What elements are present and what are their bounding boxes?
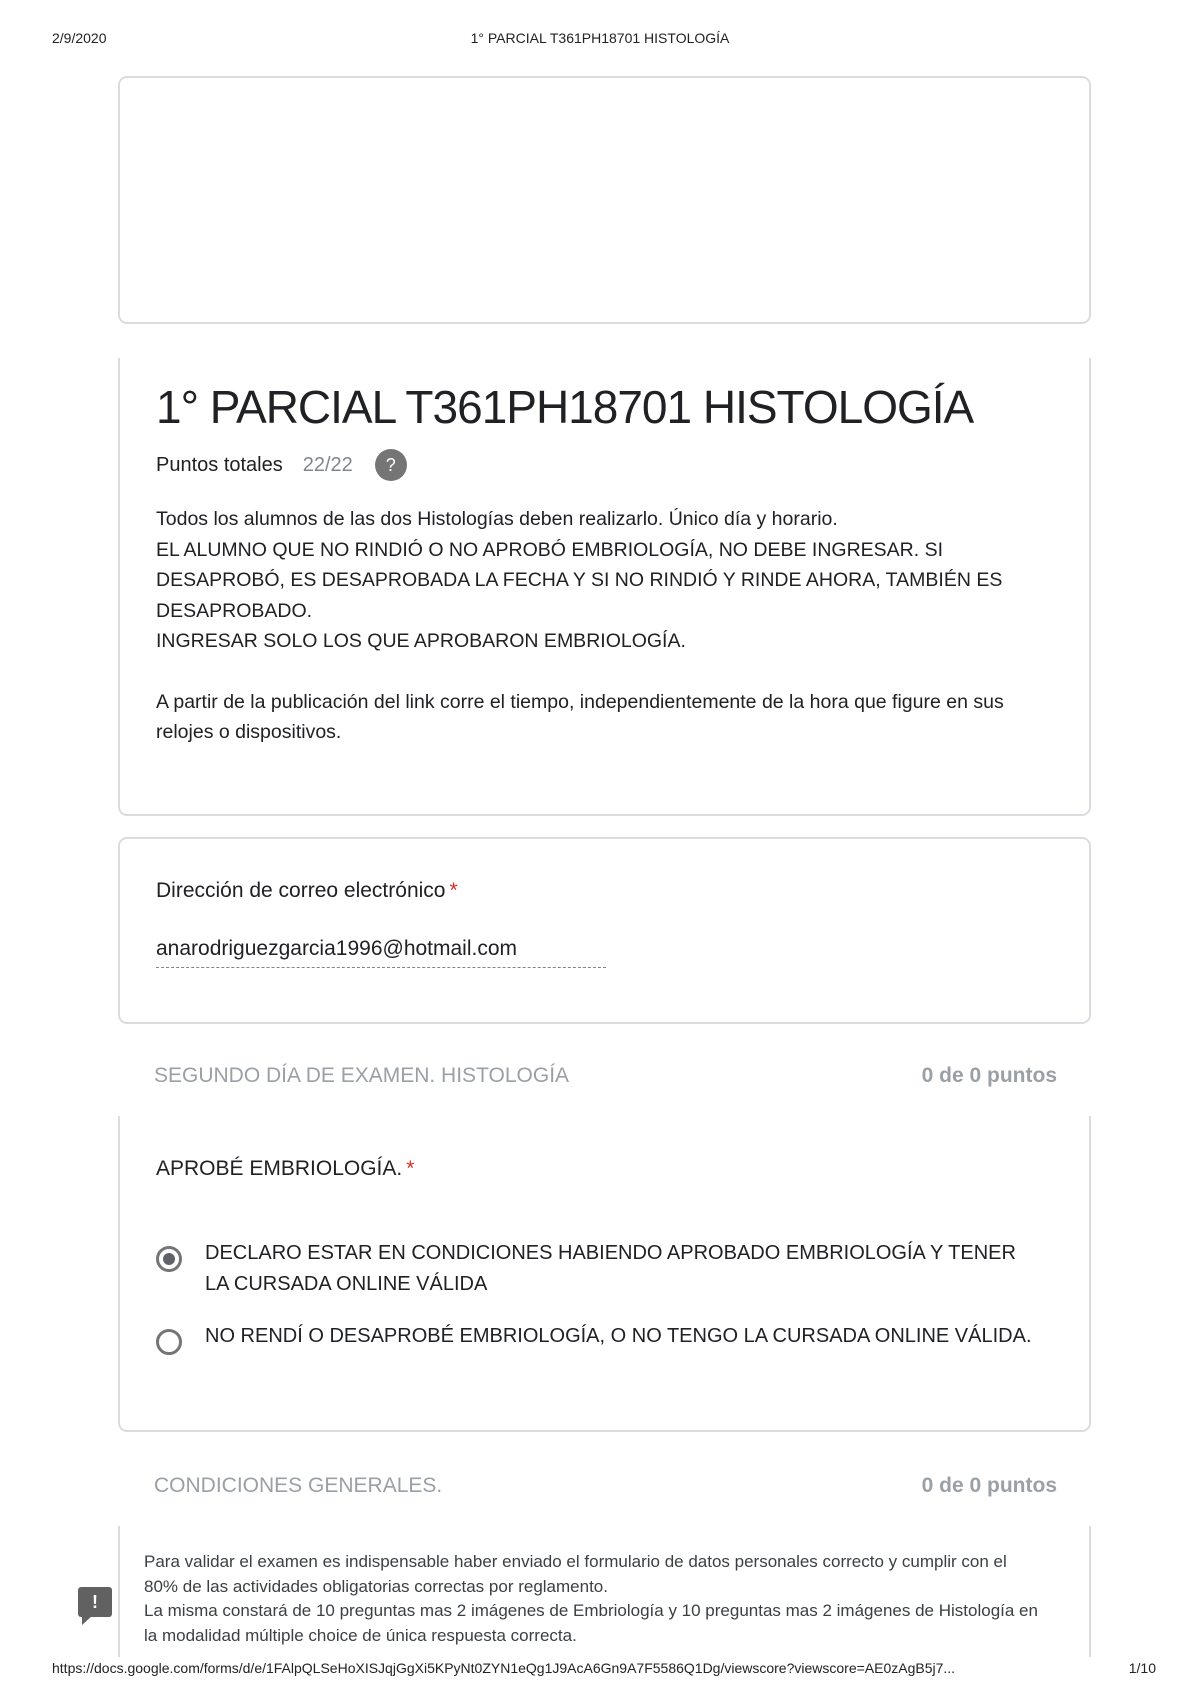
conditions-text [144,1550,1044,1648]
page-number: 1/10 [1128,1660,1156,1676]
required-asterisk: * [406,1157,415,1180]
section-points: 0 de 0 puntos [921,1064,1057,1087]
radio-option[interactable] [156,1238,1036,1299]
feedback-icon[interactable]: ! [78,1587,112,1617]
print-title: 1° PARCIAL T361PH18701 HISTOLOGÍA [470,30,730,46]
header-banner-card [118,76,1091,324]
form-title-card [118,358,1091,816]
section-title: CONDICIONES GENERALES. [154,1474,443,1497]
score-label: Puntos totales [156,453,283,476]
description-line: Todos los alumnos de las dos Histologías deben realizarlo. Único día y horario. [156,508,838,530]
conditions-line: Para validar el examen es indispensable haber enviado el formulario de datos personales correcto y cumplir con el 80% de las actividades obligatorias correctas por reglamento. [144,1552,1007,1596]
form-description [156,504,1056,748]
print-header [0,30,1200,50]
description-line: EL ALUMNO QUE NO RINDIÓ O NO APROBÓ EMBRIOLOGÍA, NO DEBE INGRESAR. SI DESAPROBÓ, ES DESAPROBADA LA FECHA Y SI NO RINDIÓ Y RINDE AHORA, TAMBIÉN ES DESAPROBADO. [156,538,1003,622]
email-question-card [118,837,1091,1024]
email-question-label: Dirección de correo electrónico * [156,879,458,902]
section-title: SEGUNDO DÍA DE EXAMEN. HISTOLOGÍA [154,1064,570,1087]
section-header [154,1064,1057,1088]
section-points: 0 de 0 puntos [921,1474,1057,1497]
radio-option[interactable] [156,1321,1036,1355]
radio-option-label: NO RENDÍ O DESAPROBÉ EMBRIOLOGÍA, O NO TENGO LA CURSADA ONLINE VÁLIDA. [205,1325,1032,1347]
description-line: A partir de la publicación del link corre el tiempo, independientemente de la hora que figure en sus relojes o dispositivos. [156,690,1004,743]
print-footer [0,1657,1200,1679]
conditions-card [118,1526,1091,1666]
score-value: 22/22 [302,453,353,476]
email-field[interactable]: anarodriguezgarcia1996@hotmail.com [156,937,606,968]
section-header [154,1474,1057,1498]
form-title: 1° PARCIAL T361PH18701 HISTOLOGÍA [156,381,974,433]
radio-button-unchecked[interactable] [156,1329,182,1355]
radio-button-checked[interactable] [156,1246,182,1272]
conditions-line: La misma constará de 10 preguntas mas 2 imágenes de Embriología y 10 preguntas mas 2 imágenes de Histología en la modalidad múltiple choice de única respuesta correcta. [144,1601,1038,1645]
help-icon[interactable]: ? [375,449,407,481]
question-card [118,1116,1091,1432]
required-asterisk: * [449,879,458,902]
radio-option-label: DECLARO ESTAR EN CONDICIONES HABIENDO APROBADO EMBRIOLOGÍA Y TENER LA CURSADA ONLINE VÁLIDA [205,1242,1016,1295]
page-url: https://docs.google.com/forms/d/e/1FAlpQLSeHoXISJqjGgXi5KPyNt0ZYN1eQg1J9AcA6Gn9A7F5586Q1Dg/viewscore?viewscore=AE0zAgB5j7... [52,1660,956,1676]
description-line: INGRESAR SOLO LOS QUE APROBARON EMBRIOLOGÍA. [156,630,686,652]
question-label: APROBÉ EMBRIOLOGÍA. * [156,1157,415,1180]
total-score [156,449,407,481]
print-date: 2/9/2020 [52,30,107,46]
